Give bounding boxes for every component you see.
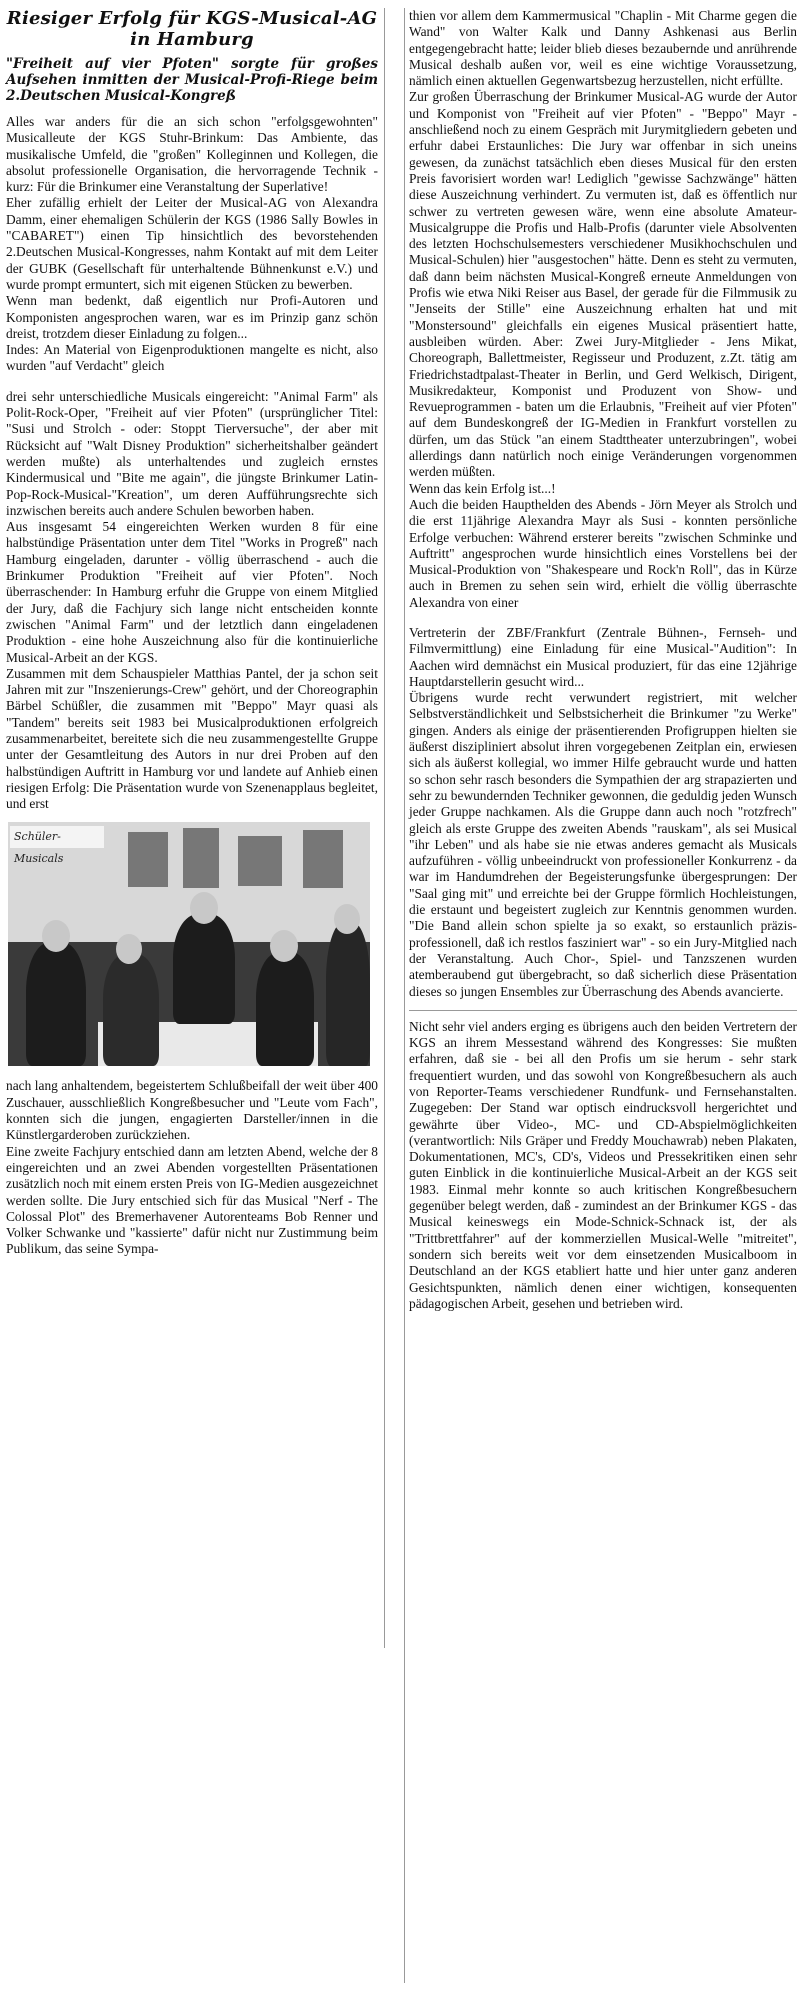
paragraph-intro: Alles war anders für die an sich schon "erfolgsgewohnten" Musicalleute der KGS Stuhr-Brinkum: Das Ambiente, das musikalische Umfeld, die "großen" Kolleginnen und Kollegen, die absolut professionelle Organisation, die hervorragende Technik - kurz: Für die Brinkumer eine Veranstaltung der Superlative! — [6, 114, 378, 195]
paragraph-right-3: Wenn das kein Erfolg ist...! — [409, 480, 556, 496]
left-column — [6, 8, 385, 1648]
paragraph-right-6: Übrigens wurde recht verwundert registriert, mit welcher Selbstverständlichkeit und Selbstsicherheit die Brinkumer "zu Werke" gingen. Anders als einige der präsentierenden Profigruppen hielten sie äußerst diszipliniert absolut ihren vorgegebenen Zeitplan ein, erwiesen sich als äußerst kollegial, wo immer Hilfe gebraucht wurde und hatten so schon sehr rasch besonders die Sympathien der arg strapazierten und sehr zu bewundernden Techniker gewonnen, die geduldig jeden Wunsch jeder Gruppe nachkamen. Als die Gruppe dann auch noch "rotzfrech" gleich als erste Gruppe des zweiten Abends "rauskam", als sei Musical "ihr Leben" und als habe sie nie etwas anderes gemacht als Musicals aufzuführen - völlig unbeeindruckt von professioneller Konkurrenz - da war im Handumdrehen der Begeisterungsfunke übergesprungen: Der "Saal ging mit" und erreichte bei der Gruppe förmlich Hochleistungen, die erstaunt und begeistert zugleich zur Kenntnis genommen wurden. "Die Band allein schon spielte ja so exakt, so erstaunlich präzis-professionell, daß ich restlos fasziniert war" - so ein Jury-Mitglied nach der Veranstaltung. Auch Chor-, Spiel- und Tanzszenen wurden atemberaubend gut übergebracht, so daß sicherlich diese Präsentation dieses so jungen Ensembles zur Überraschung des Abends avancierte. — [409, 690, 797, 999]
paragraph-left-9: Eine zweite Fachjury entschied dann am letzten Abend, welche der 8 eingereichten und an zwei Abenden vorgestellten Präsentationen zusätzlich noch mit einem ersten Preis von IG-Medien ausgezeichnet werden sollte. Die Jury entschied sich für das Musical "Nerf - The Colossal Plot" des Bremerhavener Autorenteams Bob Renner und Volker Schwanke und "kassierte" dafür nicht nur Zustimmung beim Publikum, das seine Sympa- — [6, 1143, 378, 1257]
photo-sign: Schüler-Musicals — [10, 826, 104, 848]
paragraph-left-8: nach lang anhaltendem, begeistertem Schlußbeifall der weit über 400 Zuschauer, ausschließlich Kongreßbesucher und "Leute vom Fach", konnten sich die jungen, engagierten Darsteller/innen in die Künstlergarderoben zurückziehen. — [6, 1078, 378, 1143]
photo-poster — [238, 836, 282, 886]
photo-person — [103, 954, 159, 1066]
photo-poster — [183, 828, 219, 888]
paragraph-left-3: Wenn man bedenkt, daß eigentlich nur Profi-Autoren und Komponisten angesprochen waren, war es im Prinzip ganz schön dreist, trotzdem dieser Einladung zu folgen... — [6, 293, 378, 341]
paragraph-left-2: Eher zufällig erhielt der Leiter der Musical-AG von Alexandra Damm, einer ehemaligen Schülerin der KGS (1986 Sally Bowles in "CABARET") einen Tip hinsichtlich des bevorstehenden 2.Deutschen Musical-Kongresses, nahm Kontakt auf mit dem Leiter der GUBK (Gesellschaft für unterhaltende Bühnenkunst e.V.) und wurde prompt ermuntert, sich mit eigenen Stücken zu bewerben. — [6, 195, 378, 292]
paragraph-right-1: thien vor allem dem Kammermusical "Chaplin - Mit Charme gegen die Wand" von Walter Kalk und Danny Ashkenasi aus Berlin entgegengebracht hatte; leider blieb dieses bezaubernde und anrührende Musical deshalb außen vor, weil es eine wichtige Voraussetzung, nämlich einen aktuellen Gegenwartsbezug herzustellen, nicht erfüllte. — [409, 8, 797, 89]
paragraph-left-5: drei sehr unterschiedliche Musicals eingereicht: "Animal Farm" als Polit-Rock-Oper, "Freiheit auf vier Pfoten" (ursprünglicher Titel: "Susi und Strolch - oder: Stoppt Tierversuche", der aber mit Rücksicht auf "Walt Disney Produktion" sicherheitshalber geändert werden mußte) als unterhaltendes und zugleich ernstes Kindermusical und "Bite me again", die jüngste Brinkumer Latin-Pop-Rock-Musical-"Kreation", um deren Aufführungsrechte sich inzwischen bereits auch andere Schulen beworben haben. — [6, 388, 378, 518]
article-headline: Riesiger Erfolg für KGS-Musical-AG in Hamburg — [6, 8, 378, 50]
photo-person — [326, 922, 370, 1066]
paragraph-right-4: Auch die beiden Haupthelden des Abends - Jörn Meyer als Strolch und die erst 11jährige Alexandra Mayr als Susi - konnten persönliche Erfolge verbuchen: Während ersterer bereits "zwischen Schminke und Auftritt" angesprochen wurde hinsichtlich eines Vorstellens bei der Musical-Produktion von "Shakespeare und Rock'n Roll", das in Kürze auch in Bremen zu sehen sein wird, erhielt die völlig überraschte Alexandra von einer — [409, 496, 797, 610]
photo-person — [173, 914, 235, 1024]
right-column — [404, 8, 797, 1983]
paragraph-left-4: Indes: An Material von Eigenproduktionen mangelte es nicht, also wurden "auf Verdacht" gleich — [6, 342, 378, 374]
photo-poster — [303, 830, 343, 888]
paragraph-left-7: Zusammen mit dem Schauspieler Matthias Pantel, der ja schon seit Jahren mit zur "Inszenierungs-Crew" gehört, und der Choreographin Bärbel Schüßler, die zusammen mit "Beppo" Mayr quasi als "Tandem" bereits seit 1983 bei Musicalproduktionen erfolgreich zusammenarbeitet, bereitete sich die neu zusammengestellte Gruppe unter der Gesamtleitung des Autors in nur drei Proben auf den halbstündigen Auftritt in Hamburg vor und landete auf Anhieb einen riesigen Erfolg: Die Präsentation wurde von Szenenapplaus begleitet, und erst — [6, 665, 378, 812]
photo-poster — [128, 832, 168, 887]
press-photo — [8, 822, 370, 1066]
column-divider — [409, 1010, 797, 1011]
paragraph-right-7: Nicht sehr viel anders erging es übrigens auch den beiden Vertretern der KGS an ihrem Messestand während des Kongresses: Sie mußten erfahren, daß sie - bei all den Profis um sie herum - sehr stark frequentiert wurden, und das sowohl von Kongreßbesuchern als auch von Reporter-Teams verschiedener Rundfunk- und Fernsehanstalten. Zugegeben: Der Stand war optisch eindrucksvoll hergerichtet und gewährte über Video-, MC- und CD-Abspielmöglichkeiten (verantwortlich: Nils Gräper und Freddy Mouchawrab) neben Plakaten, Dokumentationen, MC's, CD's, Videos und Pressekritiken einen sehr guten Einblick in die kontinuierliche Musical-Arbeit an der KGS seit 1983. Einmal mehr konnte so auch kritischen Kongreßbesuchern gegenüber belegt werden, daß - zumindest an der Brinkumer KGS - das Musical keineswegs ein Mode-Schnick-Schnack ist, der als "Trittbrettfahrer" auf der kommerziellen Musical-Welle "mitreitet", sondern sich bereits weit vor dem einsetzenden Musicalboom in Deutschland an der KGS etabliert hatte und hier unter ganz anderen Gesichtspunkten, nämlich denen einer wichtigen, konsequenten pädagogischen Arbeit, gesehen und betrieben wird. — [409, 1018, 797, 1311]
paragraph-right-5: Vertreterin der ZBF/Frankfurt (Zentrale Bühnen-, Fernseh- und Filmvermittlung) eine Einladung für eine Musical-"Audition": In Aachen wird demnächst ein Musical produziert, für das eine 12jährige Hauptdarstellerin gesucht wird... — [409, 624, 797, 689]
photo-person — [256, 952, 314, 1066]
photo-person — [26, 942, 86, 1066]
paragraph-left-6: Aus insgesamt 54 eingereichten Werken wurden 8 für eine halbstündige Präsentation unter dem Titel "Works in Progreß" nach Hamburg eingeladen, darunter - völlig überraschend - auch die Brinkumer Produktion "Freiheit auf vier Pfoten". Noch überraschender: In Hamburg erfuhr die Gruppe von einem Mitglied der Jury, daß die Fachjury sich lange nicht entscheiden konnte zwischen "Animal Farm" und der letztlich dann eingeladenen Produktion - eine hohe Auszeichnung also für die kontinuierliche Musical-Arbeit an der KGS. — [6, 519, 378, 665]
paragraph-right-2: Zur großen Überraschung der Brinkumer Musical-AG wurde der Autor und Komponist von "Freiheit auf vier Pfoten" - "Beppo" Mayr - anschließend noch zu einem Gespräch mit Jurymitgliedern gebeten und erfuhr dabei Erstaunliches: Die Jury war offenbar in sich uneins gewesen, da zunächst tatsächlich eben dieses Musical für den ersten Preis favorisiert worden war! Lediglich "gewisse Sachzwänge" hätten diese Auszeichnung verhindert. Zu vermuten ist, daß es öffentlich nur schwer zu vertreten gewesen wäre, wenn eine absolute Amateur-Musicalgruppe die Profis und Halb-Profis (darunter viele Absolventen des letzten Hochschulsemesters verschiedener Musikhochschulen und Musical-Schulen) hier "ausgestochen" hätte. Denn es steht zu vermuten, daß dann beim nächsten Musical-Kongreß erneute Anmeldungen von Profis wie etwa Niki Reiser aus Basel, der gerade für die Filmmusik zu "Jenseits der Stille" eine Auszeichnung erhalten hat und mit "Monstersound" gleichfalls ein eigenes Musical präsentiert hatte, ausbleiben würden. Aber: Zwei Jury-Mitglieder - Jens Mikat, Choreograph, Ballettmeister, Regisseur und Produzent, z.Zt. tätig am Friedrichstadtpalast-Theater in Berlin, und Gerd Welkisch, Dirigent, Musikredakteur, Komponist und Produzent von Show- und Revueprogrammen - baten um die Erlaubnis, "Freiheit auf vier Pfoten" auf dem Bundeskongreß der IG-Medien in Frankfurt vorstellen zu dürfen, um das Stück "an einem Stadttheater unterzubringen", wobei allerdings dann natürlich noch einige Veränderungen vorgenommen werden müßten. — [409, 89, 797, 480]
article-subheadline: "Freiheit auf vier Pfoten" sorgte für großes Aufsehen inmitten der Musical-Profi-Riege beim 2.Deutschen Musical-Kongreß — [6, 56, 378, 104]
